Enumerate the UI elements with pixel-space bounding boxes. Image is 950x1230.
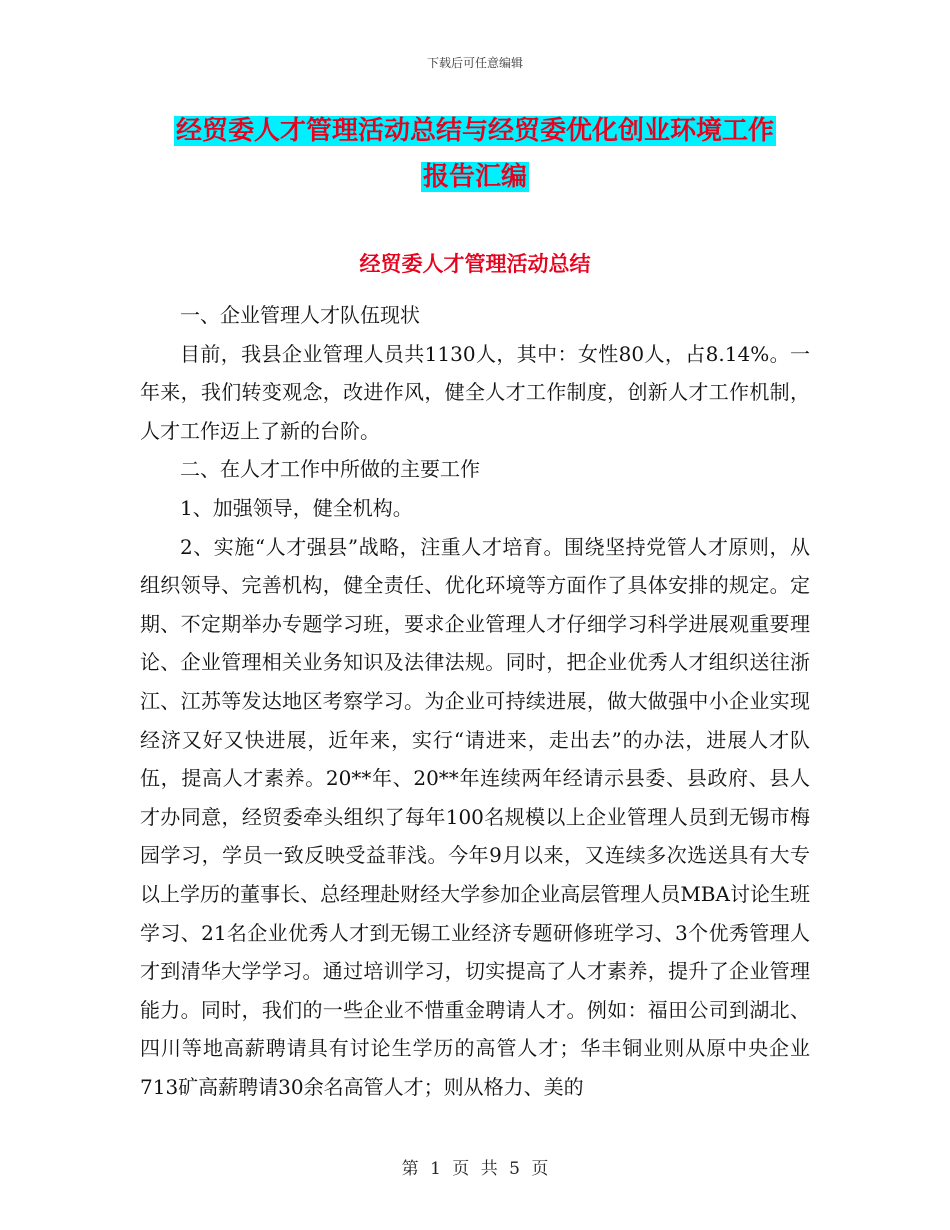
document-title-line-2: 报告汇编 <box>422 162 527 192</box>
document-body <box>140 296 810 1106</box>
body-paragraph: 一、企业管理人才队伍现状 <box>180 303 420 327</box>
document-title-line-1: 经贸委人才管理活动总结与经贸委优化创业环境工作 <box>175 116 774 146</box>
page-number-footer: 第 1 页 共 5 页 <box>401 1159 549 1179</box>
body-paragraph: 二、在人才工作中所做的主要工作 <box>180 457 480 482</box>
document-title <box>140 108 810 200</box>
section-title: 经贸委人才管理活动总结 <box>359 252 591 276</box>
header-note: 下载后可任意编辑 <box>426 56 523 70</box>
body-paragraph: 目前，我县企业管理人员共1130人，其中：女性80人，占8.14%。一年来，我们转变观念，改进作风，健全人才工作制度，创新人才工作机制，人才工作迈上了新的台阶。 <box>140 341 810 443</box>
body-paragraph: 2、实施“人才强县”战略，注重人才培育。围绕坚持党管人才原则，从组织领导、完善机构，健全责任、优化环境等方面作了具体安排的规定。定期、不定期举办专题学习班，要求企业管理人才仔细学习科学进展观重要理论、企业管理相关业务知识及法律法规。同时，把企业优秀人才组织送往浙江、江苏等发达地区考察学习。为企业可持续进展，做大做强中小企业实现经济又好又快进展，近年来，实行“请进来，走出去”的办法，进展人才队伍，提高人才素养。20**年、20**年连续两年经请示县委、县政府、县人才办同意，经贸委牵头组织了每年100名规模以上企业管理人员到无锡市梅园学习，学员一致反映受益菲浅。今年9月以来，又连续多次选送具有大专以上学历的董事长、总经理赴财经大学参加企业高层管理人员MBA讨论生班学习、21名企业优秀人才到无锡工业经济专题研修班学习、3个优秀管理人才到清华大学学习。通过培训学习，切实提高了人才素养，提升了企业管理能力。同时，我们的一些企业不惜重金聘请人才。例如：福田公司到湖北、四川等地高薪聘请具有讨论生学历的高管人才；华丰铜业则从原中央企业713矿高薪聘请30余名高管人才；则从格力、美的 <box>140 534 810 1099</box>
body-paragraph: 1、加强领导，健全机构。 <box>180 495 413 520</box>
